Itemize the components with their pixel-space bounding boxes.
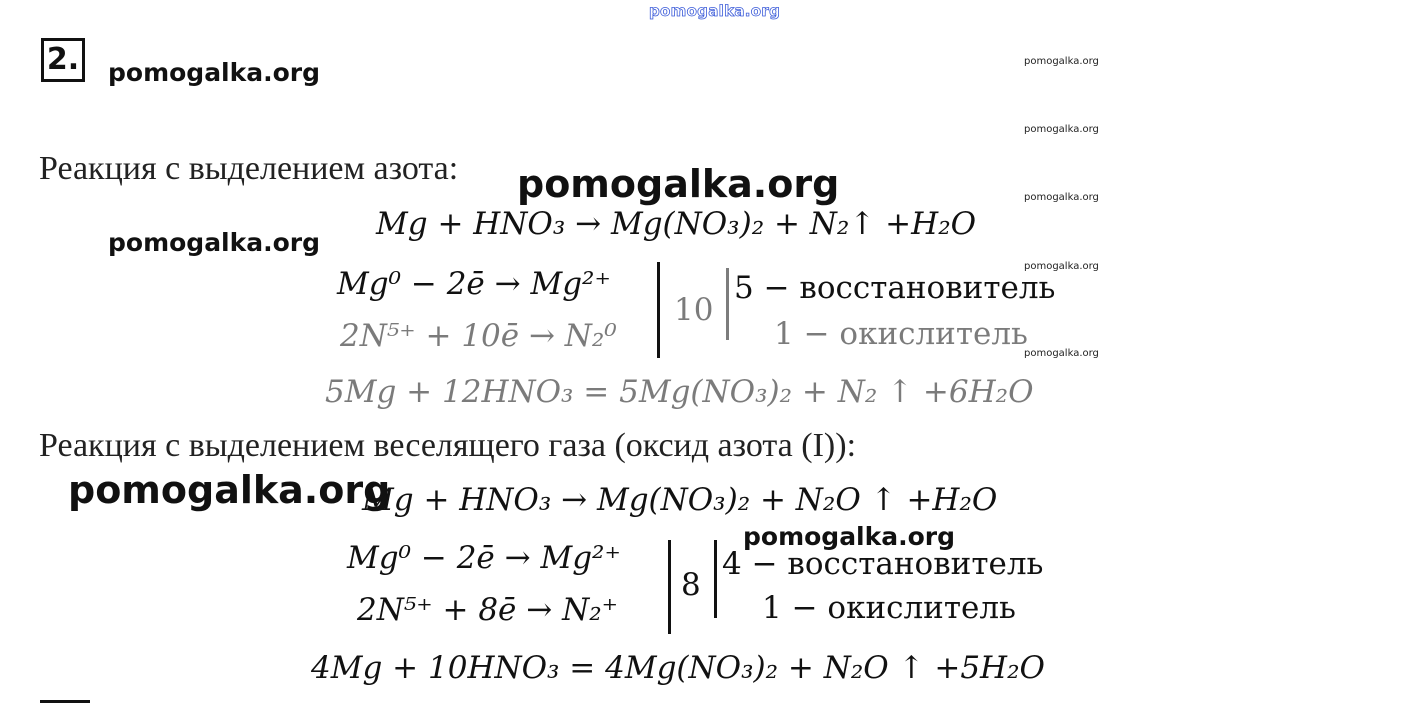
watermark-small: pomogalka.org [1024, 124, 1099, 135]
section2-half-reaction-1: Mg⁰ − 2ē → Mg²⁺ [347, 540, 621, 576]
section2-scheme: Mg + HNO₃ → Mg(NO₃)₂ + N₂O ↑ +H₂O [362, 482, 998, 518]
watermark: pomogalka.org [517, 162, 840, 206]
section1-lcm: 10 [674, 292, 714, 328]
footer-rule [40, 700, 90, 703]
section2-heading: Реакция с выделением веселящего газа (оксид азота (I)): [39, 427, 857, 464]
watermark: pomogalka.org [68, 468, 391, 512]
watermark-small: pomogalka.org [1024, 192, 1099, 203]
watermark-small: pomogalka.org [1024, 348, 1099, 359]
section2-oxidizer: 1 − окислитель [762, 590, 1016, 626]
watermark-small: pomogalka.org [1024, 261, 1099, 272]
task-number: 2. [41, 38, 85, 82]
watermark-small: pomogalka.org [1024, 56, 1099, 67]
balance-divider [668, 540, 671, 634]
watermark: pomogalka.org [743, 522, 956, 551]
section1-result: 5Mg + 12HNO₃ = 5Mg(NO₃)₂ + N₂ ↑ +6H₂O [325, 374, 1034, 410]
section1-scheme: Mg + HNO₃ → Mg(NO₃)₂ + N₂↑ +H₂O [376, 206, 977, 242]
watermark: pomogalka.org [108, 228, 321, 257]
section2-reducer: 4 − восстановитель [722, 546, 1044, 582]
section1-oxidizer: 1 − окислитель [774, 316, 1028, 352]
section2-lcm: 8 [681, 567, 701, 603]
section1-reducer: 5 − восстановитель [734, 270, 1056, 306]
balance-divider [714, 540, 717, 618]
section1-heading: Реакция с выделением азота: [39, 150, 459, 187]
section2-result: 4Mg + 10HNO₃ = 4Mg(NO₃)₂ + N₂O ↑ +5H₂O [311, 650, 1045, 686]
section1-half-reaction-2: 2N⁵⁺ + 10ē → N₂⁰ [340, 318, 617, 354]
balance-divider [726, 268, 729, 340]
section2-half-reaction-2: 2N⁵⁺ + 8ē → N₂⁺ [357, 592, 618, 628]
section1-half-reaction-1: Mg⁰ − 2ē → Mg²⁺ [337, 266, 611, 302]
watermark-top: pomogalka.org [649, 2, 781, 20]
watermark: pomogalka.org [108, 58, 321, 87]
balance-divider [657, 262, 660, 358]
